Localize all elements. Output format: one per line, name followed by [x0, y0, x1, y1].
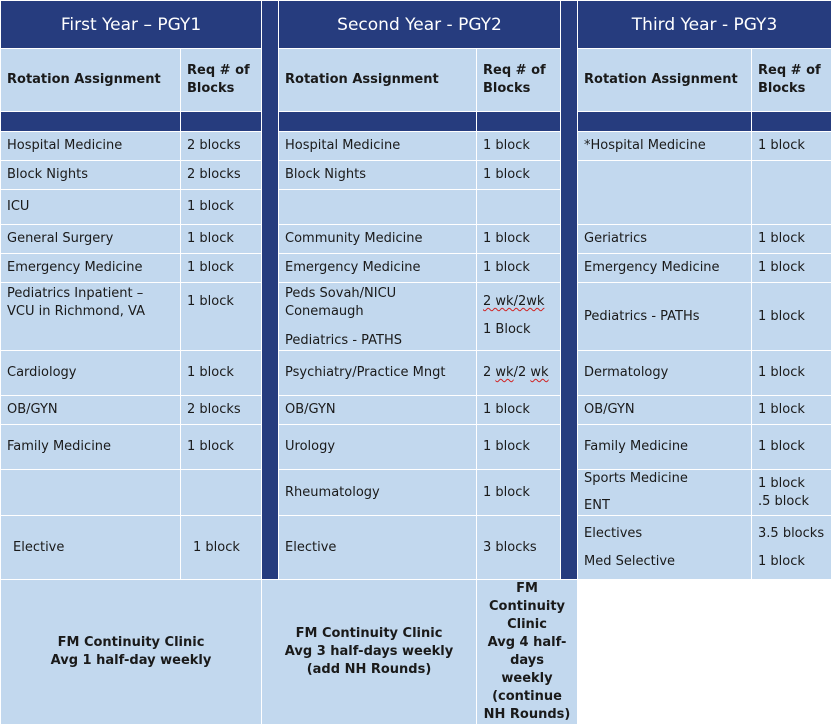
pgy1-blocks: 2 blocks: [181, 161, 262, 190]
pgy3-rotation: Family Medicine: [578, 425, 752, 470]
pgy1-blocks-empty: [181, 470, 262, 516]
pgy2-blocks: 1 block: [477, 132, 561, 161]
pgy2-blocks-empty: [477, 190, 561, 225]
column-separator: [561, 1, 578, 580]
pgy1-rotation: Family Medicine: [1, 425, 181, 470]
pgy1-rotation: Pediatrics Inpatient – VCU in Richmond, VA: [1, 283, 181, 351]
pgy1-rotation: Hospital Medicine: [1, 132, 181, 161]
pgy2-blocks: 1 block: [477, 225, 561, 254]
req-blocks-header: Req # of Blocks: [181, 49, 262, 112]
pgy1-blocks: 2 blocks: [181, 132, 262, 161]
pgy2-blocks: 1 block: [477, 161, 561, 190]
pgy2-blocks: 1 block: [477, 254, 561, 283]
pgy2-rotation: OB/GYN: [279, 396, 477, 425]
pgy3-rotation: OB/GYN: [578, 396, 752, 425]
table-row: [1, 470, 831, 516]
pgy3-blocks: 1 block: [752, 351, 831, 396]
pgy2-rotation-empty: [279, 190, 477, 225]
pgy3-blocks: 1 block .5 block: [752, 470, 831, 516]
pgy2-rotation: Hospital Medicine: [279, 132, 477, 161]
pgy3-rotation: Dermatology: [578, 351, 752, 396]
pgy3-rotation-empty: [578, 161, 752, 225]
pgy1-year-title: First Year – PGY1: [1, 1, 262, 49]
pgy2-blocks: 1 block: [477, 425, 561, 470]
pgy2-blocks-text: 2 wk/2 wk: [483, 365, 549, 380]
pgy2-rotation: Rheumatology: [279, 470, 477, 516]
year-header-row: [1, 1, 831, 49]
pgy1-rotation-empty: [1, 470, 181, 516]
pgy1-blocks: 1 block: [181, 351, 262, 396]
req-blocks-header: Req # of Blocks: [752, 49, 831, 112]
pgy1-rotation: Elective: [1, 516, 181, 580]
table-row: [1, 396, 831, 425]
pgy2-clinic: FM Continuity Clinic Avg 3 half-days weekly (add NH Rounds): [262, 580, 477, 725]
pgy2-year-title: Second Year - PGY2: [279, 1, 561, 49]
pgy1-blocks: 2 blocks: [181, 396, 262, 425]
pgy1-blocks: 1 block: [181, 516, 262, 580]
rotation-assignment-header: Rotation Assignment: [578, 49, 752, 112]
pgy2-blocks: [477, 351, 561, 396]
pgy3-blocks: 1 block: [752, 225, 831, 254]
pgy3-blocks: 3.5 blocks 1 block: [752, 516, 831, 580]
pgy3-rotation: Electives Med Selective: [578, 516, 752, 580]
pgy2-rotation: Peds Sovah/NICU Conemaugh Pediatrics - PATHS: [279, 283, 477, 351]
pgy2-blocks: 3 blocks: [477, 516, 561, 580]
table-row: [1, 225, 831, 254]
pgy2-rotation: Elective: [279, 516, 477, 580]
pgy2-blocks: 1 block: [477, 470, 561, 516]
pgy2-blocks: 2 wk/2wk 1 Block: [477, 283, 561, 351]
pgy1-blocks: 1 block: [181, 225, 262, 254]
pgy2-rotation: Urology: [279, 425, 477, 470]
pgy2-rotation: Community Medicine: [279, 225, 477, 254]
pgy3-blocks: 1 block: [752, 283, 831, 351]
pgy2-rotation: Emergency Medicine: [279, 254, 477, 283]
column-separator: [262, 1, 279, 580]
pgy3-rotation: Geriatrics: [578, 225, 752, 254]
divider-band: [1, 112, 831, 132]
pgy1-rotation: General Surgery: [1, 225, 181, 254]
pgy3-clinic: FM Continuity Clinic Avg 4 half-days weekly (continue NH Rounds): [477, 580, 578, 725]
pgy2-rotation: Block Nights: [279, 161, 477, 190]
column-header-row: [1, 49, 831, 112]
pgy2-rotation: Psychiatry/Practice Mngt: [279, 351, 477, 396]
pgy3-year-title: Third Year - PGY3: [578, 1, 831, 49]
pgy3-blocks: 1 block: [752, 396, 831, 425]
pgy1-rotation: ICU: [1, 190, 181, 225]
pgy3-rotation: Emergency Medicine: [578, 254, 752, 283]
pgy1-rotation: Cardiology: [1, 351, 181, 396]
pgy3-blocks: 1 block: [752, 254, 831, 283]
continuity-clinic-row: [1, 580, 831, 725]
pgy1-blocks: 1 block: [181, 190, 262, 225]
pgy3-blocks: 1 block: [752, 425, 831, 470]
table-row: [1, 283, 831, 351]
rotation-assignment-header: Rotation Assignment: [1, 49, 181, 112]
rotation-assignment-header: Rotation Assignment: [279, 49, 477, 112]
pgy1-blocks: 1 block: [181, 254, 262, 283]
pgy2-blocks: 1 block: [477, 396, 561, 425]
table-row: [1, 161, 831, 190]
pgy3-blocks-empty: [752, 161, 831, 225]
pgy1-blocks: 1 block: [181, 283, 262, 351]
table-row: [1, 425, 831, 470]
pgy3-rotation: *Hospital Medicine: [578, 132, 752, 161]
pgy1-rotation: Block Nights: [1, 161, 181, 190]
pgy3-blocks: 1 block: [752, 132, 831, 161]
table-row: [1, 516, 831, 580]
pgy1-blocks: 1 block: [181, 425, 262, 470]
table-row: [1, 132, 831, 161]
table-row: [1, 351, 831, 396]
pgy3-rotation: Pediatrics - PATHs: [578, 283, 752, 351]
req-blocks-header: Req # of Blocks: [477, 49, 561, 112]
pgy1-rotation: OB/GYN: [1, 396, 181, 425]
pgy1-clinic: FM Continuity Clinic Avg 1 half-day weekly: [1, 580, 262, 725]
table-row: [1, 254, 831, 283]
pgy1-rotation: Emergency Medicine: [1, 254, 181, 283]
pgy3-rotation: Sports Medicine ENT: [578, 470, 752, 516]
